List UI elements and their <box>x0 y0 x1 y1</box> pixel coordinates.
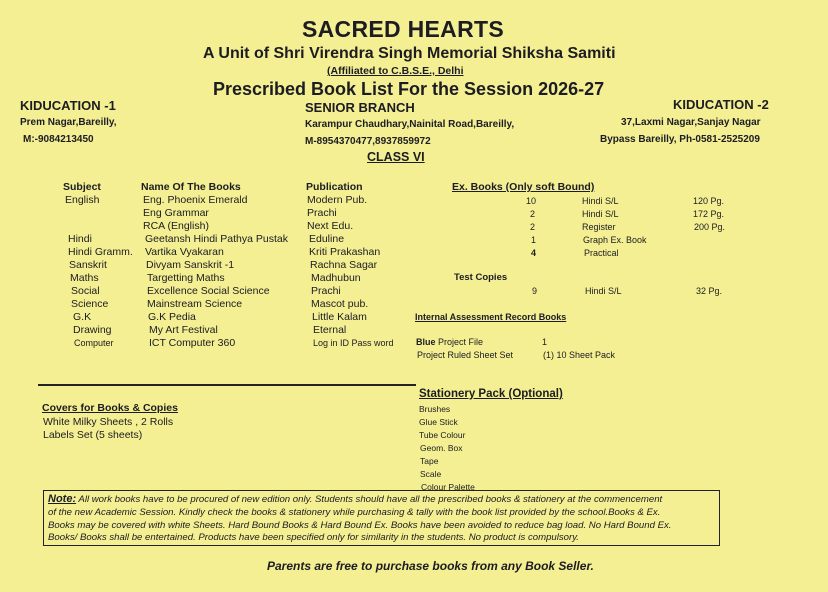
book-publication: Prachi <box>311 285 341 297</box>
note-label: Note: <box>48 493 77 505</box>
ex-books-title: Ex. Books (Only soft Bound) <box>452 181 595 193</box>
unit-line: A Unit of Shri Virendra Singh Memorial Shiksha Samiti <box>203 45 616 62</box>
ex-book-pages: 172 Pg. <box>693 209 725 219</box>
book-subject: Maths <box>70 272 99 284</box>
list-title: Prescribed Book List For the Session 2026-27 <box>213 79 605 99</box>
right-branch-address: 37,Laxmi Nagar,Sanjay Nagar <box>621 117 761 128</box>
book-subject: Hindi Gramm. <box>68 246 133 258</box>
ex-book-qty: 1 <box>531 235 537 245</box>
book-publication: Kriti Prakashan <box>309 246 381 258</box>
project-file-label: Project File <box>435 337 484 347</box>
book-subject: Social <box>71 285 100 297</box>
book-name: Vartika Vyakaran <box>145 246 224 258</box>
branch-name: SENIOR BRANCH <box>305 100 415 115</box>
book-publication: Eduline <box>309 233 345 245</box>
note-line: Books may be covered with white Sheets. Hard Bound Books & Hard Bound Ex. Books have been avoided to reduce bag load. No Hard Bound Ex. <box>48 519 672 531</box>
test-copies-qty: 9 <box>532 286 538 296</box>
book-name: Targetting Maths <box>147 272 225 284</box>
stationery-item: Tube Colour <box>419 430 466 440</box>
note-line: of the new Academic Session. Kindly check the books & stationery while purchasing & tally with the book list provided by the school.Books & Ex. <box>48 506 661 518</box>
ex-book-pages: 200 Pg. <box>694 222 726 232</box>
book-name: RCA (English) <box>143 220 209 232</box>
covers-title: Covers for Books & Copies <box>42 402 178 414</box>
col-header-publication: Publication <box>306 181 363 193</box>
book-subject: English <box>65 194 100 206</box>
class-name: CLASS VI <box>367 150 425 164</box>
book-subject: Computer <box>74 338 114 348</box>
project-sheet-label: Project Ruled Sheet Set <box>417 350 514 360</box>
book-name: Eng. Phoenix Emerald <box>143 194 248 206</box>
ex-book-qty: 2 <box>530 209 536 219</box>
ex-book-pages: 120 Pg. <box>693 196 725 206</box>
covers-item: Labels Set (5 sheets) <box>43 429 143 441</box>
test-copies-type: Hindi S/L <box>585 286 622 296</box>
stationery-item: Scale <box>420 469 442 479</box>
stationery-item: Geom. Box <box>420 443 463 453</box>
covers-item: White Milky Sheets , 2 Rolls <box>43 416 174 428</box>
test-copies-title: Test Copies <box>454 272 508 283</box>
right-branch-name: KIDUCATION -2 <box>673 97 769 112</box>
right-branch-phone: Bypass Bareilly, Ph-0581-2525209 <box>600 134 760 145</box>
book-publication: Eternal <box>313 324 347 336</box>
book-subject: Sanskrit <box>69 259 107 271</box>
stationery-item: Brushes <box>419 404 451 414</box>
branch-phone: M-8954370477,8937859972 <box>305 136 431 147</box>
internal-assessment-row <box>416 337 483 347</box>
ex-book-type: Hindi S/L <box>582 209 619 219</box>
ex-book-type: Practical <box>584 248 619 258</box>
book-subject: G.K <box>73 311 92 323</box>
book-publication: Prachi <box>307 207 337 219</box>
col-header-subject: Subject <box>63 181 101 193</box>
left-branch-name: KIDUCATION -1 <box>20 98 116 113</box>
book-name: Mainstream Science <box>147 298 243 310</box>
project-sheet-qty: (1) 10 Sheet Pack <box>543 350 616 360</box>
section-divider <box>38 384 416 386</box>
affiliation: (Affiliated to C.B.S.E., Delhi <box>327 65 464 77</box>
school-name: SACRED HEARTS <box>302 16 504 42</box>
test-copies-pages: 32 Pg. <box>696 286 723 296</box>
book-name: G.K Pedia <box>148 311 196 323</box>
stationery-item: Colour Palette <box>421 482 475 492</box>
book-name: Divyam Sanskrit -1 <box>146 259 235 271</box>
book-publication: Modern Pub. <box>307 194 368 206</box>
internal-assessment-title: Internal Assessment Record Books <box>415 312 567 322</box>
book-publication: Next Edu. <box>307 220 354 232</box>
ex-book-type: Hindi S/L <box>582 196 619 206</box>
ex-book-type: Register <box>582 222 616 232</box>
book-subject: Drawing <box>73 324 112 336</box>
branch-address: Karampur Chaudhary,Nainital Road,Bareilly, <box>305 119 515 130</box>
book-name: Excellence Social Science <box>147 285 270 297</box>
book-publication: Madhubun <box>311 272 361 284</box>
footer-text: Parents are free to purchase books from any Book Seller. <box>267 559 594 573</box>
col-header-book-name: Name Of The Books <box>141 181 241 193</box>
book-publication: Mascot pub. <box>311 298 369 310</box>
ex-book-qty: 4 <box>531 248 537 258</box>
book-publication: Little Kalam <box>312 311 367 323</box>
stationery-item: Glue Stick <box>419 417 458 427</box>
book-publication: Log in ID Pass word <box>313 338 394 348</box>
ex-book-type: Graph Ex. Book <box>583 235 647 245</box>
stationery-item: Tape <box>420 456 439 466</box>
ex-book-qty: 2 <box>530 222 536 232</box>
left-branch-address: Prem Nagar,Bareilly, <box>20 117 117 128</box>
book-publication: Rachna Sagar <box>310 259 378 271</box>
book-name: Geetansh Hindi Pathya Pustak <box>145 233 289 245</box>
ex-book-qty: 10 <box>526 196 537 206</box>
book-name: ICT Computer 360 <box>149 337 236 349</box>
project-file-qty: 1 <box>542 337 548 347</box>
stationery-title: Stationery Pack (Optional) <box>419 388 563 400</box>
book-subject: Science <box>71 298 109 310</box>
note-line: All work books have to be procured of new edition only. Students should have all the prescribed books & stationery at the commencement <box>76 494 663 505</box>
note-line: Books/ Books shall be entertained. Products have been specified only for similarity in the students. No product is compulsory. <box>48 532 579 544</box>
book-name: Eng Grammar <box>143 207 209 219</box>
note-box <box>43 490 720 546</box>
project-file-color: Blue <box>416 337 436 347</box>
left-branch-phone: M:-9084213450 <box>23 134 94 145</box>
book-name: My Art Festival <box>149 324 218 336</box>
book-subject: Hindi <box>68 233 92 245</box>
